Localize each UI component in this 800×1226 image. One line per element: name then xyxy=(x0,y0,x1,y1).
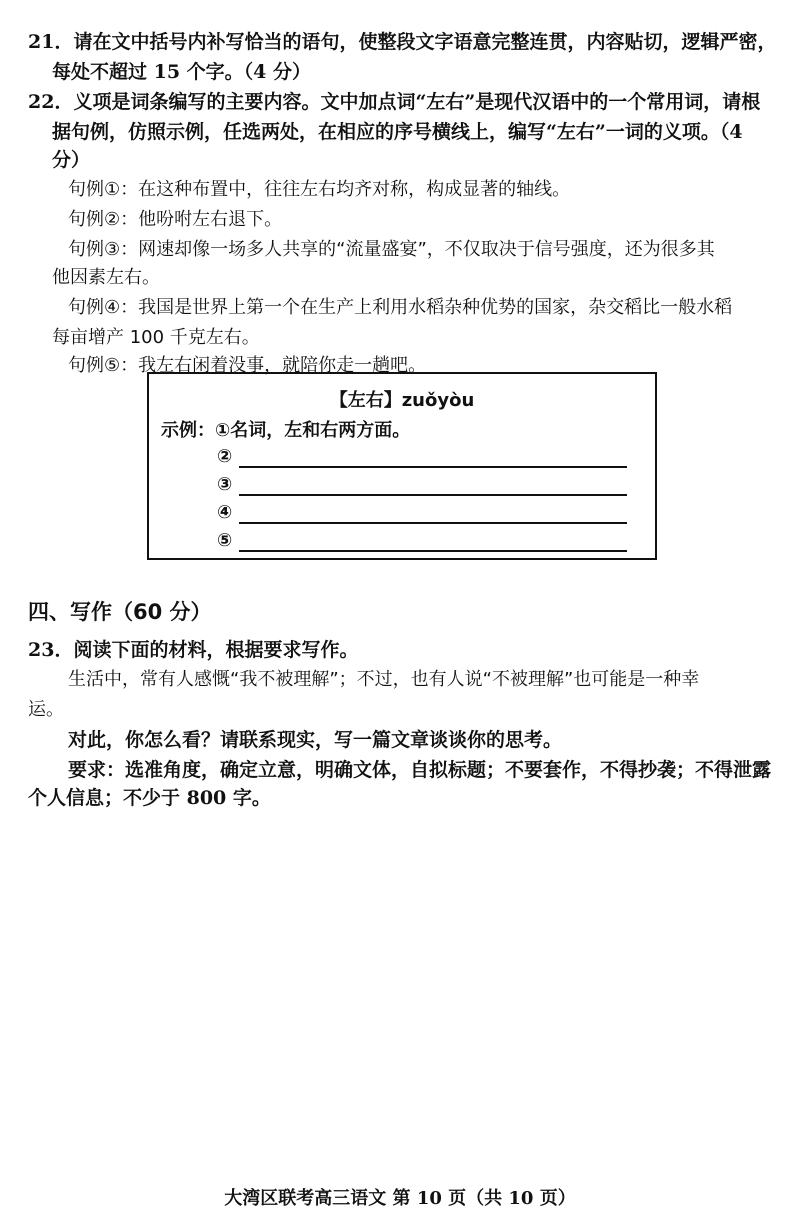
answer-line xyxy=(239,466,627,468)
blank-number: ④ xyxy=(217,502,233,523)
material-line-2: 运。 xyxy=(28,699,64,720)
answer-line xyxy=(239,522,627,524)
question-22-line-1: 22．义项是词条编写的主要内容。文中加点词“左右”是现代汉语中的一个常用词，请根 xyxy=(28,91,761,113)
requirements-line-1: 要求：选准角度，确定立意，明确文体，自拟标题；不要套作，不得抄袭；不得泄露 xyxy=(68,759,772,781)
writing-prompt: 对此，你怎么看？请联系现实，写一篇文章谈谈你的思考。 xyxy=(68,729,563,751)
dictionary-entry-box xyxy=(147,372,657,560)
entry-example: 示例：①名词，左和右两方面。 xyxy=(161,420,411,441)
example-sentence-4: 句例④：我国是世界上第一个在生产上利用水稻杂种优势的国家，杂交稻比一般水稻 xyxy=(68,297,733,318)
question-22-line-2: 据句例，仿照示例，任选两处，在相应的序号横线上，编写“左右”一词的义项。（4 xyxy=(52,121,743,143)
answer-blank-3[interactable] xyxy=(217,474,627,498)
question-21-line-2: 每处不超过 15 个字。（4 分） xyxy=(52,61,312,83)
answer-blank-2[interactable] xyxy=(217,446,627,470)
example-sentence-2: 句例②：他吩咐左右退下。 xyxy=(68,209,283,230)
material-line-1: 生活中，常有人感慨“我不被理解”；不过，也有人说“不被理解”也可能是一种幸 xyxy=(68,669,700,690)
question-21-line-1: 21．请在文中括号内补写恰当的语句，使整段文字语意完整连贯，内容贴切，逻辑严密， xyxy=(28,31,777,53)
example-sentence-5: 句例⑤：我左右闲着没事，就陪你走一趟吧。 xyxy=(68,355,427,376)
entry-title: 【左右】zuǒyòu xyxy=(329,390,475,411)
blank-number: ③ xyxy=(217,474,233,495)
blank-number: ⑤ xyxy=(217,530,233,551)
answer-line xyxy=(239,494,627,496)
example-sentence-1: 句例①：在这种布置中，往往左右均齐对称，构成显著的轴线。 xyxy=(68,179,571,200)
question-22-line-3: 分） xyxy=(52,149,91,171)
question-23-line-1: 23．阅读下面的材料，根据要求写作。 xyxy=(28,639,359,661)
answer-blank-4[interactable] xyxy=(217,502,627,526)
page-footer: 大湾区联考高三语文 第 10 页（共 10 页） xyxy=(224,1188,576,1209)
requirements-line-2: 个人信息；不少于 800 字。 xyxy=(28,787,271,809)
section-writing-title: 四、写作（60 分） xyxy=(28,600,212,624)
example-sentence-3-cont: 他因素左右。 xyxy=(52,267,160,288)
example-sentence-3: 句例③：网速却像一场多人共享的“流量盛宴”，不仅取决于信号强度，还为很多其 xyxy=(68,239,715,260)
example-sentence-4-cont: 每亩增产 100 千克左右。 xyxy=(52,327,260,348)
answer-blank-5[interactable] xyxy=(217,530,627,554)
blank-number: ② xyxy=(217,446,233,467)
answer-line xyxy=(239,550,627,552)
